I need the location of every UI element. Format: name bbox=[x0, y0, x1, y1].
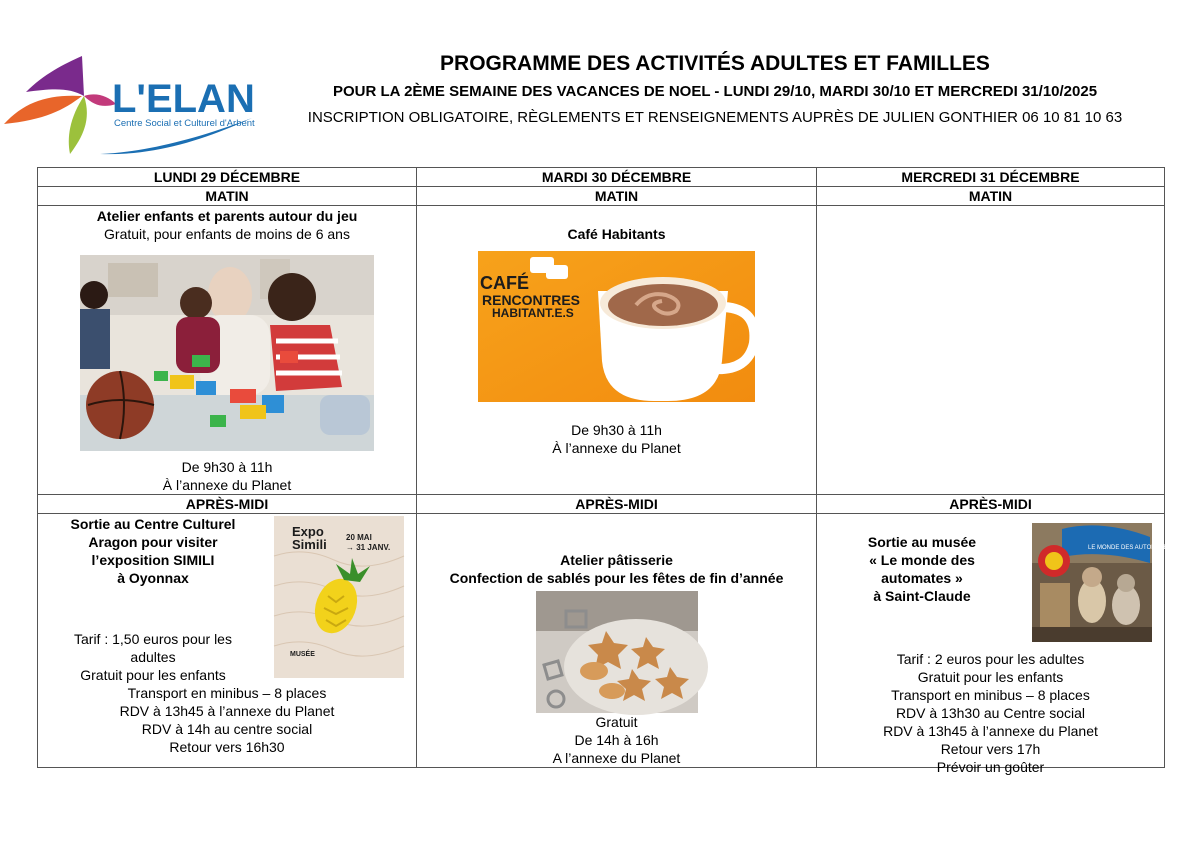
activity-time: De 9h30 à 11h bbox=[571, 422, 662, 438]
elan-logo bbox=[4, 54, 256, 162]
activity-detail: Tarif : 1,50 euros pour les bbox=[74, 631, 232, 647]
activity-time: De 9h30 à 11h bbox=[181, 459, 273, 475]
activity-wednesday-morning-empty bbox=[817, 206, 1165, 495]
activity-title-line: Sortie au Centre Culturel bbox=[70, 516, 236, 532]
period-label-afternoon: APRÈS-MIDI bbox=[417, 495, 817, 514]
activity-place: À l’annexe du Planet bbox=[162, 477, 292, 493]
activity-detail: Tarif : 2 euros pour les adultes bbox=[896, 651, 1085, 667]
activity-title: Atelier enfants et parents autour du jeu bbox=[96, 208, 358, 224]
activity-detail: RDV à 14h au centre social bbox=[141, 721, 313, 737]
svg-text:20 MAI: 20 MAI bbox=[346, 533, 372, 542]
activity-title-line: Sortie au musée bbox=[867, 534, 977, 550]
page-header bbox=[270, 52, 1160, 126]
activity-title: Café Habitants bbox=[567, 226, 666, 242]
afternoon-label-row bbox=[38, 495, 1165, 514]
activity-subtitle: Gratuit, pour enfants de moins de 6 ans bbox=[104, 226, 350, 242]
expo-simili-poster bbox=[274, 516, 404, 678]
activity-tuesday-morning bbox=[417, 206, 817, 495]
svg-text:Centre Social et Culturel d'Ar: Centre Social et Culturel d'Arbent bbox=[114, 118, 255, 129]
page-subtitle: POUR LA 2ÈME SEMAINE DES VACANCES DE NOEL - LUNDI 29/10, MARDI 30/10 ET MERCREDI 31/10/2025 bbox=[332, 83, 1098, 100]
period-label-morning: MATIN bbox=[417, 187, 817, 206]
activity-detail: Prévoir un goûter bbox=[936, 759, 1045, 775]
activity-detail: Transport en minibus – 8 places bbox=[127, 685, 327, 701]
svg-text:LE MONDE DES AUTOMATES: LE MONDE DES AUTOMATES bbox=[1088, 545, 1172, 551]
program-table bbox=[37, 167, 1172, 775]
period-label-afternoon: APRÈS-MIDI bbox=[817, 495, 1165, 514]
activity-subtitle: Confection de sablés pour les fêtes de fin d’année bbox=[449, 570, 784, 586]
svg-text:L'ELAN: L'ELAN bbox=[112, 77, 255, 121]
logo-graphic bbox=[4, 54, 256, 162]
activity-detail: RDV à 13h45 à l’annexe du Planet bbox=[883, 723, 1098, 739]
svg-text:HABITANT.E.S: HABITANT.E.S bbox=[492, 306, 574, 320]
activity-wednesday-afternoon bbox=[817, 514, 1172, 775]
afternoon-activities-row bbox=[38, 514, 1165, 768]
activity-title: Atelier pâtisserie bbox=[560, 552, 673, 568]
cafe-habitants-image bbox=[478, 251, 755, 402]
activity-title-line: « Le monde des bbox=[869, 552, 975, 568]
activity-title-line: Aragon pour visiter bbox=[88, 534, 218, 550]
day-header-row bbox=[38, 168, 1165, 187]
activity-detail: De 14h à 16h bbox=[574, 732, 659, 748]
activity-detail: Gratuit pour les enfants bbox=[917, 669, 1064, 685]
activity-place: À l’annexe du Planet bbox=[552, 440, 681, 456]
activity-detail: Gratuit bbox=[595, 714, 638, 730]
activity-detail: A l’annexe du Planet bbox=[552, 750, 681, 766]
activity-detail: Gratuit pour les enfants bbox=[80, 667, 226, 683]
activity-title-line: à Oyonnax bbox=[117, 570, 189, 586]
day-header-tuesday: MARDI 30 DÉCEMBRE bbox=[417, 168, 817, 187]
svg-text:CAFÉ: CAFÉ bbox=[480, 273, 529, 293]
svg-text:Expo: Expo bbox=[292, 524, 324, 539]
morning-label-row bbox=[38, 187, 1165, 206]
day-header-wednesday: MERCREDI 31 DÉCEMBRE bbox=[817, 168, 1165, 187]
page-title: PROGRAMME DES ACTIVITÉS ADULTES ET FAMILLES bbox=[440, 52, 990, 75]
svg-text:Simili: Simili bbox=[292, 537, 327, 552]
cookies-photo bbox=[536, 591, 698, 713]
activity-title-line: l’exposition SIMILI bbox=[91, 552, 215, 568]
svg-text:RENCONTRES: RENCONTRES bbox=[482, 292, 581, 308]
day-header-monday: LUNDI 29 DÉCEMBRE bbox=[38, 168, 417, 187]
activity-monday-afternoon bbox=[38, 514, 417, 768]
automates-museum-photo bbox=[1032, 523, 1172, 642]
activity-detail: Transport en minibus – 8 places bbox=[891, 687, 1090, 703]
activity-detail: RDV à 13h30 au Centre social bbox=[895, 705, 1086, 721]
period-label-afternoon: APRÈS-MIDI bbox=[38, 495, 417, 514]
svg-text:MUSÉE: MUSÉE bbox=[290, 651, 315, 658]
period-label-morning: MATIN bbox=[38, 187, 417, 206]
activity-detail: RDV à 13h45 à l’annexe du Planet bbox=[119, 703, 335, 719]
svg-text:→ 31 JANV.: → 31 JANV. bbox=[346, 543, 391, 552]
activity-detail: Retour vers 16h30 bbox=[169, 739, 285, 755]
activity-title-line: à Saint-Claude bbox=[873, 588, 971, 604]
activity-monday-morning bbox=[38, 206, 417, 495]
activity-tuesday-afternoon bbox=[417, 514, 817, 768]
children-playing-photo bbox=[80, 255, 374, 451]
activity-detail: adultes bbox=[130, 649, 176, 665]
registration-info: INSCRIPTION OBLIGATOIRE, RÈGLEMENTS ET RENSEIGNEMENTS AUPRÈS DE JULIEN GONTHIER 06 10 81 10 63 bbox=[307, 109, 1123, 126]
activity-detail: Retour vers 17h bbox=[940, 741, 1041, 757]
morning-activities-row bbox=[38, 206, 1165, 495]
activity-title-line: automates » bbox=[881, 570, 963, 586]
period-label-morning: MATIN bbox=[817, 187, 1165, 206]
